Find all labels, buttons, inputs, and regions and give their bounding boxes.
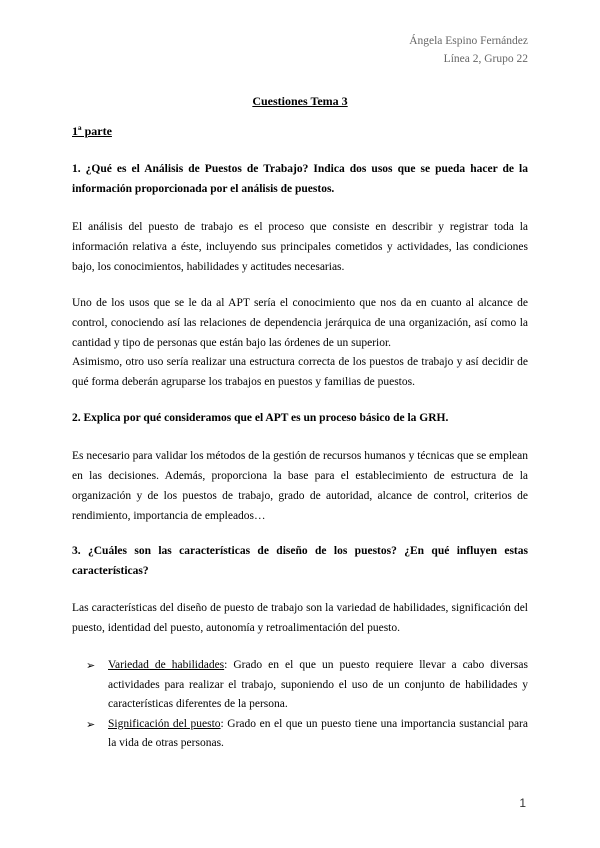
q1-answer-paragraph-2: Uno de los usos que se le da al APT sería el conocimiento que nos da en cuanto al alcance de control, conociendo así las relaciones de dependencia jerárquica de una organización, así como la cantidad y tipo de personas que están bajo las órdenes de un superior. — [72, 297, 528, 349]
part-heading: 1ª parte — [72, 124, 112, 138]
question-2: 2. Explica por qué consideramos que el APT es un proceso básico de la GRH. — [72, 412, 449, 424]
page-number: 1 — [519, 796, 526, 810]
list-item-term: Significación del puesto — [108, 717, 221, 730]
list-item — [72, 715, 528, 754]
q1-answer-paragraph-1: El análisis del puesto de trabajo es el proceso que consiste en describir y registrar toda la información relativa a éste, incluyendo sus principales cometidos y actividades, las condiciones bajo, los conocimientos, habilidades y actitudes necesarias. — [72, 221, 528, 273]
document-title: Cuestiones Tema 3 — [252, 94, 348, 108]
question-1: 1. ¿Qué es el Análisis de Puestos de Trabajo? Indica dos usos que se pueda hacer de la información proporcionada por el análisis de puestos. — [72, 163, 528, 195]
group-label: Línea 2, Grupo 22 — [443, 53, 528, 65]
q2-answer-paragraph-1: Es necesario para validar los métodos de la gestión de recursos humanos y técnicas que se emplean en las decisiones. Además, proporciona la base para el establecimiento de estructura de la organización y de los puestos de trabajo, grado de autoridad, alcance de control, criterios de rendimiento, importancia de empleados… — [72, 450, 529, 522]
arrow-bullet-icon: ➢ — [86, 717, 96, 731]
q3-answer-paragraph-1: Las características del diseño de puesto de trabajo son la variedad de habilidades, significación del puesto, identidad del puesto, autonomía y retroalimentación del puesto. — [72, 602, 528, 634]
characteristics-list — [72, 656, 528, 754]
q1-answer-paragraph-3: Asimismo, otro uso sería realizar una estructura correcta de los puestos de trabajo y así decidir de qué forma deberán agruparse los trabajos en puestos y familias de puestos. — [72, 356, 528, 388]
list-item-term: Variedad de habilidades — [108, 659, 225, 671]
list-item-text: : Grado en el que un puesto tiene una importancia sustancial para la vida de otras personas. — [108, 717, 528, 749]
part-heading-block — [72, 121, 528, 142]
page-header — [409, 32, 528, 68]
author-name: Ángela Espino Fernández — [409, 35, 528, 47]
list-item-text: : Grado en el que un puesto requiere llevar a cabo diversas actividades para realizar el trabajo, suponiendo el uso de un conjunto de habilidades y características diferentes de la persona. — [108, 659, 528, 710]
arrow-bullet-icon: ➢ — [86, 659, 96, 672]
list-item — [72, 656, 528, 715]
question-3: 3. ¿Cuáles son las características de diseño de los puestos? ¿En qué influyen estas características? — [72, 545, 528, 577]
